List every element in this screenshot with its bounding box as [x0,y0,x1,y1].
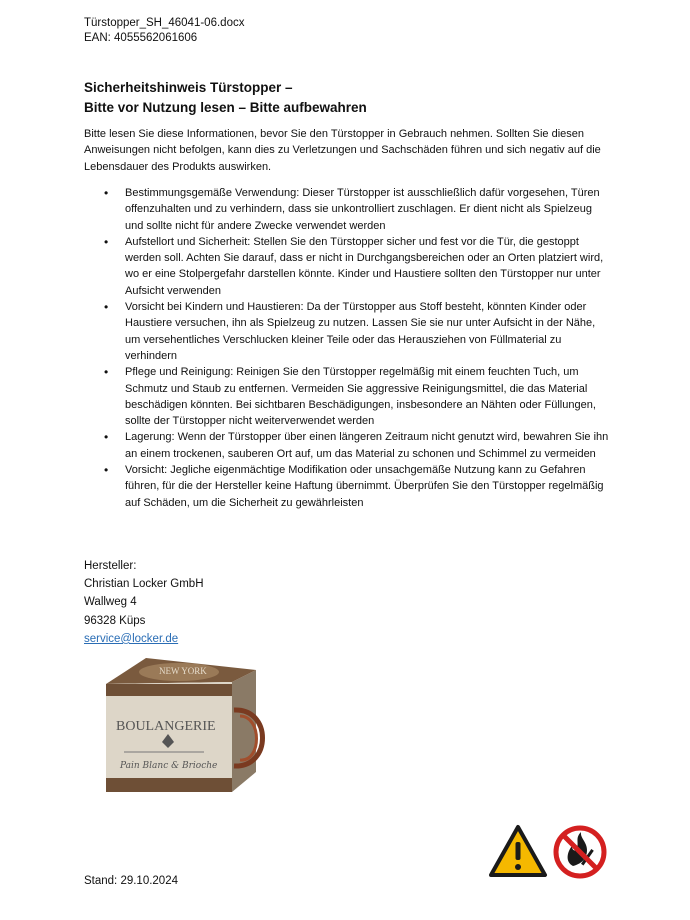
revision-date: Stand: 29.10.2024 [84,875,178,887]
document-header [84,16,244,46]
list-item: • Lagerung: Wenn der Türstopper über einen längeren Zeitraum nicht genutzt wird, bewahren Sie ihn an einem trockenen, sauberen Ort auf, um das Material zu schonen und Schimmel zu vermeiden [84,429,609,462]
list-item: • Bestimmungsgemäße Verwendung: Dieser Türstopper ist ausschließlich dafür vorgesehen, Türen offenzuhalten und zu verhindern, dass sie unkontrolliert zuschlagen. Er dient nicht als Spielzeug und sollte nicht für andere Zwecke verwendet werden [84,185,609,234]
script-print-text: Pain Blanc & Brioche [120,761,218,771]
front-print-text: BOULANGERIE [116,719,216,734]
safety-icons [488,824,608,885]
list-item: • Pflege und Reinigung: Reinigen Sie den Türstopper regelmäßig mit einem feuchten Tuch, um Schmutz und Staub zu entfernen. Vermeiden Sie aggressive Reinigungsmittel, die das Material beschädigen könnten. Bei sichtbaren Beschädigungen, insbesondere an Nähten oder Füllungen, sollte der Türstopper nicht weiterverwendet werden [84,364,609,429]
top-print-text: NEW YORK [159,666,207,676]
email-link[interactable]: service@locker.de [84,632,179,645]
intro-paragraph: Bitte lesen Sie diese Informationen, bevor Sie den Türstopper in Gebrauch nehmen. Sollten Sie diesen Anweisungen nicht befolgen, kann dies zu Verletzungen und Sachschäden führen und sich negativ auf die Lebensdauer des Produkts auswirken. [84,128,601,173]
warning-triangle-icon [491,827,545,875]
manufacturer-street: Wallweg 4 [84,596,137,609]
manufacturer-city: 96328 Küps [84,614,146,627]
title-line-2: Bitte vor Nutzung lesen – Bitte aufbewahren [84,100,367,115]
no-open-flame-icon [556,828,604,876]
manufacturer-label: Hersteller: [84,560,137,572]
title-line-1: Sicherheitshinweis Türstopper – [84,80,293,95]
list-item: • Aufstellort und Sicherheit: Stellen Sie den Türstopper sicher und fest vor die Tür, die gestoppt werden soll. Achten Sie darauf, dass er nicht in Durchgangsbereichen oder an Orten platziert wird, wo er eine Stolpergefahr darstellen könnte. Kinder und Haustiere sollten den Türstopper nur unter Aufsicht verwenden [84,234,609,299]
page-title [84,78,367,118]
safety-list [84,185,609,511]
file-name: Türstopper_SH_46041-06.docx [84,17,245,29]
ean-number: EAN: 4055562061606 [84,32,198,44]
list-item: • Vorsicht: Jegliche eigenmächtige Modifikation oder unsachgemäße Nutzung kann zu Gefahren führen, für die der Hersteller keine Haftung übernimmt. Überprüfen Sie den Türstopper regelmäßig auf Schäden, um die Sicherheit zu gewährleisten [84,462,609,511]
list-item: • Vorsicht bei Kindern und Haustieren: Da der Türstopper aus Stoff besteht, könnten Kinder oder Haustiere versuchen, ihn als Spielzeug zu nutzen. Lassen Sie sie nur unter Aufsicht in der Nähe, um versehentliches Verschlucken kleiner Teile oder das Herausziehen von Füllmaterial zu verhindern [84,299,609,364]
manufacturer-block [84,557,204,648]
product-image [84,650,274,820]
doorstop-cube-illustration [84,650,274,815]
manufacturer-name: Christian Locker GmbH [84,578,204,591]
